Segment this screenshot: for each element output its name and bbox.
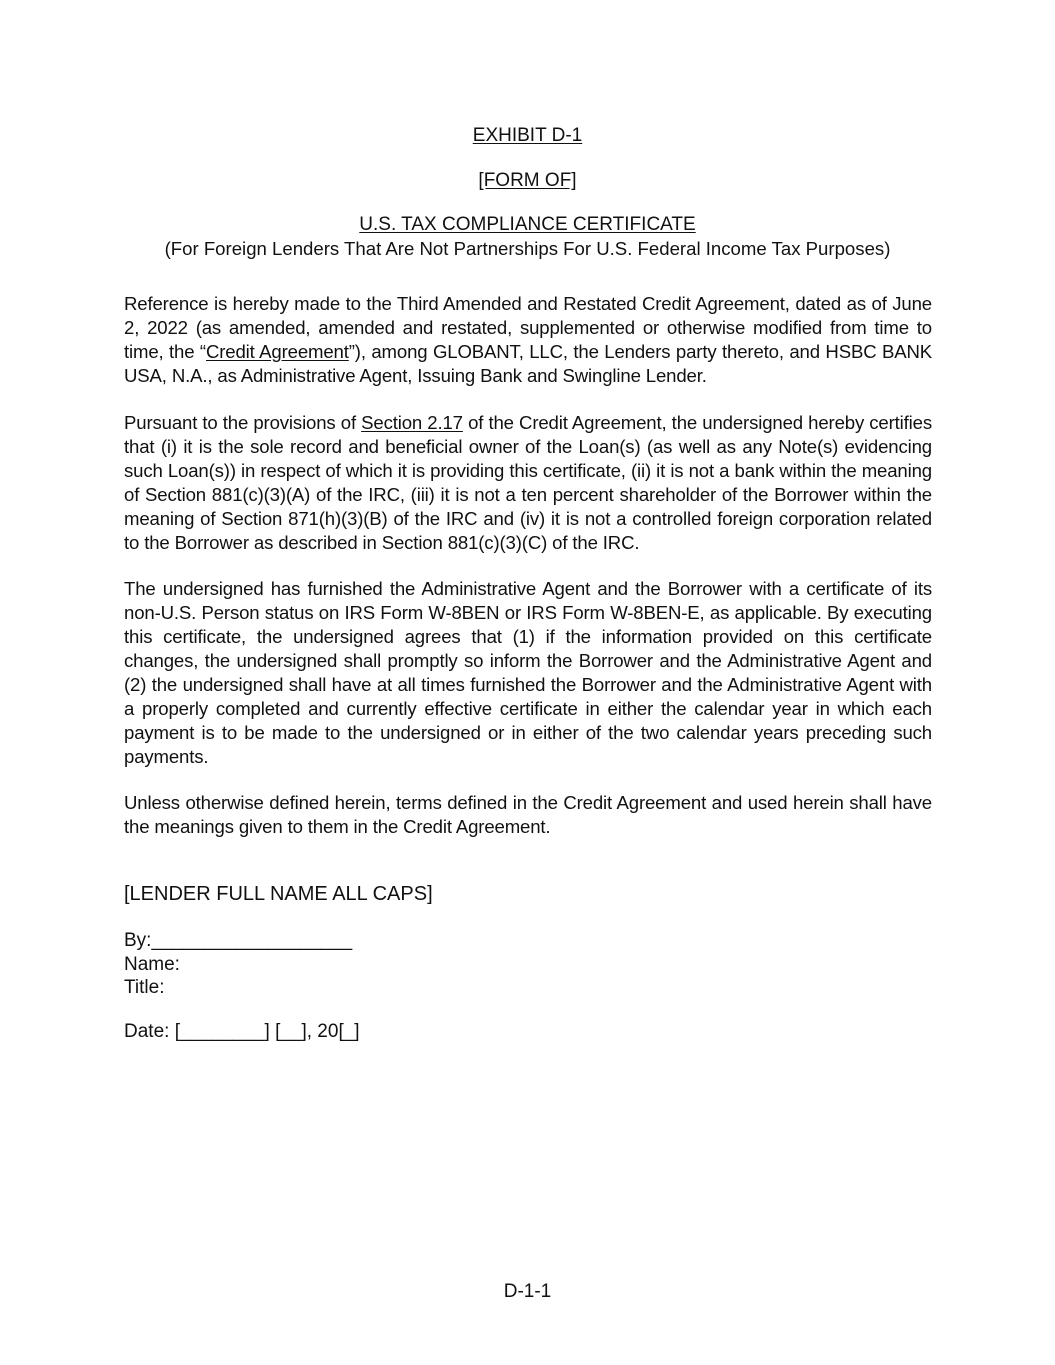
section-reference: Section 2.17 (361, 412, 463, 433)
certificate-subtitle: (For Foreign Lenders That Are Not Partnerships For U.S. Federal Income Tax Purposes) (164, 238, 891, 259)
paragraph-reference-end: ”), among GLOBANT, LLC, the Lenders party thereto, and HSBC BANK USA, N.A., as Administrative Agent, Issuing Bank and Swingline Lender. (124, 341, 933, 386)
lender-name-placeholder: [LENDER FULL NAME ALL CAPS] (124, 883, 433, 905)
exhibit-heading (0, 124, 1055, 148)
paragraph-pursuant (124, 411, 932, 555)
paragraph-pursuant-end: of the Credit Agreement, the undersigned hereby certifies that (i) it is the sole record and beneficial owner of the Loan(s) (as well as any Note(s) evidencing such Loan(s)) in respect of which it is providing this certificate, (ii) it is not a bank within the meaning of Section 881(c)(3)(A) of the IRC, (iii) it is not a ten percent shareholder of the Borrower within the meaning of Section 871(h)(3)(B) of the IRC and (iv) it is not a controlled foreign corporation related to the Borrower as described in Section 881(c)(3)(C) of the IRC. (124, 412, 932, 553)
paragraph-reference-start: Reference is hereby made to the Third Amended and Restated Credit Agreement, dated as of June 2, 2022 (as amended, amended and restated, supplemented or otherwise modified from time to time, the “ (124, 293, 932, 362)
paragraph-reference (124, 292, 932, 388)
form-of-label: [FORM OF] (478, 170, 577, 191)
page-number: D-1-1 (503, 1281, 552, 1302)
certificate-title-text: U.S. TAX COMPLIANCE CERTIFICATE (359, 214, 696, 235)
paragraph-pursuant-start: Pursuant to the provisions of (124, 412, 362, 433)
exhibit-label: EXHIBIT D-1 (472, 125, 583, 146)
paragraph-definitions: Unless otherwise defined herein, terms defined in the Credit Agreement and used herein shall have the meanings given to them in the Credit Agreement. (124, 792, 932, 837)
signature-date-line: Date: [________] [__], 20[_] (124, 1021, 360, 1042)
signature-name-label: Name: (124, 954, 180, 975)
certificate-title (0, 213, 1055, 237)
credit-agreement-defined-term: Credit Agreement (205, 341, 349, 362)
signature-by-line: By:___________________ (124, 930, 353, 951)
form-of-heading (0, 169, 1055, 193)
paragraph-furnished: The undersigned has furnished the Administrative Agent and the Borrower with a certificate of its non-U.S. Person status on IRS Form W-8BEN or IRS Form W-8BEN-E, as applicable. By executing this certificate, the undersigned agrees that (1) if the information provided on this certificate changes, the undersigned shall promptly so inform the Borrower and the Administrative Agent and (2) the undersigned shall have at all times furnished the Borrower and the Administrative Agent with a properly completed and currently effective certificate in either the calendar year in which each payment is to be made to the undersigned or in either of the two calendar years preceding such payments. (124, 578, 932, 767)
signature-title-label: Title: (124, 977, 165, 998)
